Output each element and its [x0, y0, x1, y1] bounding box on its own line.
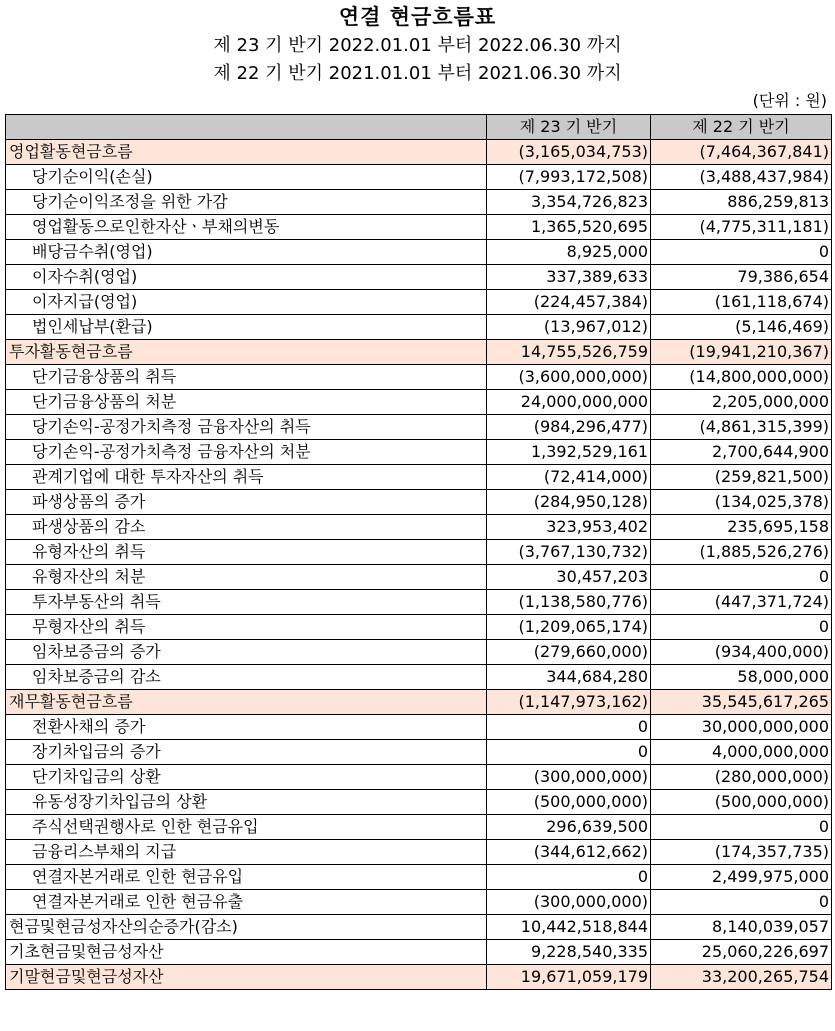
column-header-label: [6, 115, 487, 140]
row-label: 임차보증금의 감소: [6, 665, 487, 690]
value-current: 0: [487, 865, 651, 890]
row-label: 금융리스부채의 지급: [6, 840, 487, 865]
row-label: 당기순이익(손실): [6, 165, 487, 190]
table-row: [6, 590, 832, 615]
period-prior: 제 22 기 반기 2021.01.01 부터 2021.06.30 까지: [213, 63, 622, 84]
value-prior: (4,775,311,181): [651, 215, 832, 240]
value-current: 10,442,518,844: [487, 915, 651, 940]
table-row: [6, 215, 832, 240]
value-prior: (174,357,735): [651, 840, 832, 865]
row-label: 이자수취(영업): [6, 265, 487, 290]
row-label: 파생상품의 증가: [6, 490, 487, 515]
value-prior: 0: [651, 565, 832, 590]
table-row: [6, 665, 832, 690]
row-label: 주식선택권행사로 인한 현금유입: [6, 815, 487, 840]
value-current: 8,925,000: [487, 240, 651, 265]
value-prior: 8,140,039,057: [651, 915, 832, 940]
row-label: 재무활동현금흐름: [6, 690, 487, 715]
row-label: 전환사채의 증가: [6, 715, 487, 740]
table-row: [6, 615, 832, 640]
value-prior: (280,000,000): [651, 765, 832, 790]
row-label: 무형자산의 취득: [6, 615, 487, 640]
value-prior: 0: [651, 615, 832, 640]
value-current: 344,684,280: [487, 665, 651, 690]
row-label: 기초현금및현금성자산: [6, 940, 487, 965]
row-label: 당기손익-공정가치측정 금융자산의 처분: [6, 440, 487, 465]
value-current: 3,354,726,823: [487, 190, 651, 215]
value-current: (1,209,065,174): [487, 615, 651, 640]
value-prior: 886,259,813: [651, 190, 832, 215]
table-row: [6, 515, 832, 540]
table-row: [6, 540, 832, 565]
period-current: 제 23 기 반기 2022.01.01 부터 2022.06.30 까지: [213, 35, 622, 56]
row-label: 현금및현금성자산의순증가(감소): [6, 915, 487, 940]
table-row: [6, 440, 832, 465]
value-prior: (134,025,378): [651, 490, 832, 515]
row-label: 영업활동현금흐름: [6, 140, 487, 165]
row-label: 투자부동산의 취득: [6, 590, 487, 615]
value-prior: 30,000,000,000: [651, 715, 832, 740]
value-prior: (3,488,437,984): [651, 165, 832, 190]
row-label: 유형자산의 취득: [6, 540, 487, 565]
value-current: (1,138,580,776): [487, 590, 651, 615]
row-label: 단기차입금의 상환: [6, 765, 487, 790]
unit-label: (단위 : 원): [752, 91, 827, 110]
table-row: [6, 765, 832, 790]
value-current: (72,414,000): [487, 465, 651, 490]
row-label: 당기손익-공정가치측정 금융자산의 취득: [6, 415, 487, 440]
value-current: (3,165,034,753): [487, 140, 651, 165]
table-row: [6, 365, 832, 390]
table-row: [6, 240, 832, 265]
value-prior: (4,861,315,399): [651, 415, 832, 440]
value-current: (344,612,662): [487, 840, 651, 865]
row-label: 투자활동현금흐름: [6, 340, 487, 365]
value-current: (3,600,000,000): [487, 365, 651, 390]
table-header-row: [6, 115, 832, 140]
table-row: [6, 165, 832, 190]
value-current: (13,967,012): [487, 315, 651, 340]
row-label: 유동성장기차입금의 상환: [6, 790, 487, 815]
table-row: [6, 840, 832, 865]
row-label: 파생상품의 감소: [6, 515, 487, 540]
table-row: [6, 190, 832, 215]
value-prior: 2,700,644,900: [651, 440, 832, 465]
cash-flow-table: [5, 114, 832, 990]
row-label: 이자지급(영업): [6, 290, 487, 315]
value-current: (224,457,384): [487, 290, 651, 315]
table-row: [6, 290, 832, 315]
table-row: [6, 315, 832, 340]
value-prior: 0: [651, 815, 832, 840]
column-header-current: 제 23 기 반기: [487, 115, 651, 140]
row-label: 임차보증금의 증가: [6, 640, 487, 665]
table-row: [6, 890, 832, 915]
row-label: 배당금수취(영업): [6, 240, 487, 265]
table-row: [6, 140, 832, 165]
value-current: 30,457,203: [487, 565, 651, 590]
row-label: 영업활동으로인한자산ㆍ부채의변동: [6, 215, 487, 240]
value-current: (500,000,000): [487, 790, 651, 815]
value-current: 296,639,500: [487, 815, 651, 840]
value-prior: (447,371,724): [651, 590, 832, 615]
value-current: (300,000,000): [487, 765, 651, 790]
table-row: [6, 490, 832, 515]
table-row: [6, 865, 832, 890]
value-prior: 58,000,000: [651, 665, 832, 690]
value-current: 0: [487, 740, 651, 765]
value-current: 14,755,526,759: [487, 340, 651, 365]
value-prior: (5,146,469): [651, 315, 832, 340]
table-row: [6, 790, 832, 815]
table-row: [6, 340, 832, 365]
table-row: [6, 265, 832, 290]
row-label: 장기차입금의 증가: [6, 740, 487, 765]
value-prior: 2,205,000,000: [651, 390, 832, 415]
value-current: (279,660,000): [487, 640, 651, 665]
table-row: [6, 565, 832, 590]
row-label: 단기금융상품의 처분: [6, 390, 487, 415]
value-current: (7,993,172,508): [487, 165, 651, 190]
value-prior: 0: [651, 240, 832, 265]
value-prior: 35,545,617,265: [651, 690, 832, 715]
value-current: 1,392,529,161: [487, 440, 651, 465]
value-prior: 235,695,158: [651, 515, 832, 540]
value-current: (984,296,477): [487, 415, 651, 440]
table-row: [6, 390, 832, 415]
value-current: 323,953,402: [487, 515, 651, 540]
table-row: [6, 815, 832, 840]
value-prior: (19,941,210,367): [651, 340, 832, 365]
report-header: [0, 2, 835, 88]
value-current: (284,950,128): [487, 490, 651, 515]
value-prior: (1,885,526,276): [651, 540, 832, 565]
table-row: [6, 640, 832, 665]
value-current: (300,000,000): [487, 890, 651, 915]
value-current: 9,228,540,335: [487, 940, 651, 965]
value-prior: 33,200,265,754: [651, 965, 832, 990]
value-prior: 0: [651, 890, 832, 915]
table-row: [6, 690, 832, 715]
row-label: 연결자본거래로 인한 현금유출: [6, 890, 487, 915]
value-current: 337,389,633: [487, 265, 651, 290]
value-prior: 2,499,975,000: [651, 865, 832, 890]
value-prior: (934,400,000): [651, 640, 832, 665]
value-prior: (500,000,000): [651, 790, 832, 815]
value-current: (1,147,973,162): [487, 690, 651, 715]
value-prior: (7,464,367,841): [651, 140, 832, 165]
row-label: 단기금융상품의 취득: [6, 365, 487, 390]
row-label: 유형자산의 처분: [6, 565, 487, 590]
value-current: 0: [487, 715, 651, 740]
value-prior: 79,386,654: [651, 265, 832, 290]
table-row: [6, 415, 832, 440]
table-row: [6, 965, 832, 990]
value-current: 24,000,000,000: [487, 390, 651, 415]
table-row: [6, 465, 832, 490]
table-row: [6, 715, 832, 740]
table-row: [6, 740, 832, 765]
table-row: [6, 940, 832, 965]
value-current: (3,767,130,732): [487, 540, 651, 565]
value-prior: (161,118,674): [651, 290, 832, 315]
value-prior: (259,821,500): [651, 465, 832, 490]
row-label: 기말현금및현금성자산: [6, 965, 487, 990]
row-label: 관계기업에 대한 투자자산의 취득: [6, 465, 487, 490]
table-row: [6, 915, 832, 940]
value-prior: 4,000,000,000: [651, 740, 832, 765]
value-current: 1,365,520,695: [487, 215, 651, 240]
row-label: 법인세납부(환급): [6, 315, 487, 340]
report-title: 연결 현금흐름표: [338, 5, 497, 29]
row-label: 연결자본거래로 인한 현금유입: [6, 865, 487, 890]
column-header-prior: 제 22 기 반기: [651, 115, 832, 140]
row-label: 당기순이익조정을 위한 가감: [6, 190, 487, 215]
value-prior: 25,060,226,697: [651, 940, 832, 965]
value-prior: (14,800,000,000): [651, 365, 832, 390]
value-current: 19,671,059,179: [487, 965, 651, 990]
